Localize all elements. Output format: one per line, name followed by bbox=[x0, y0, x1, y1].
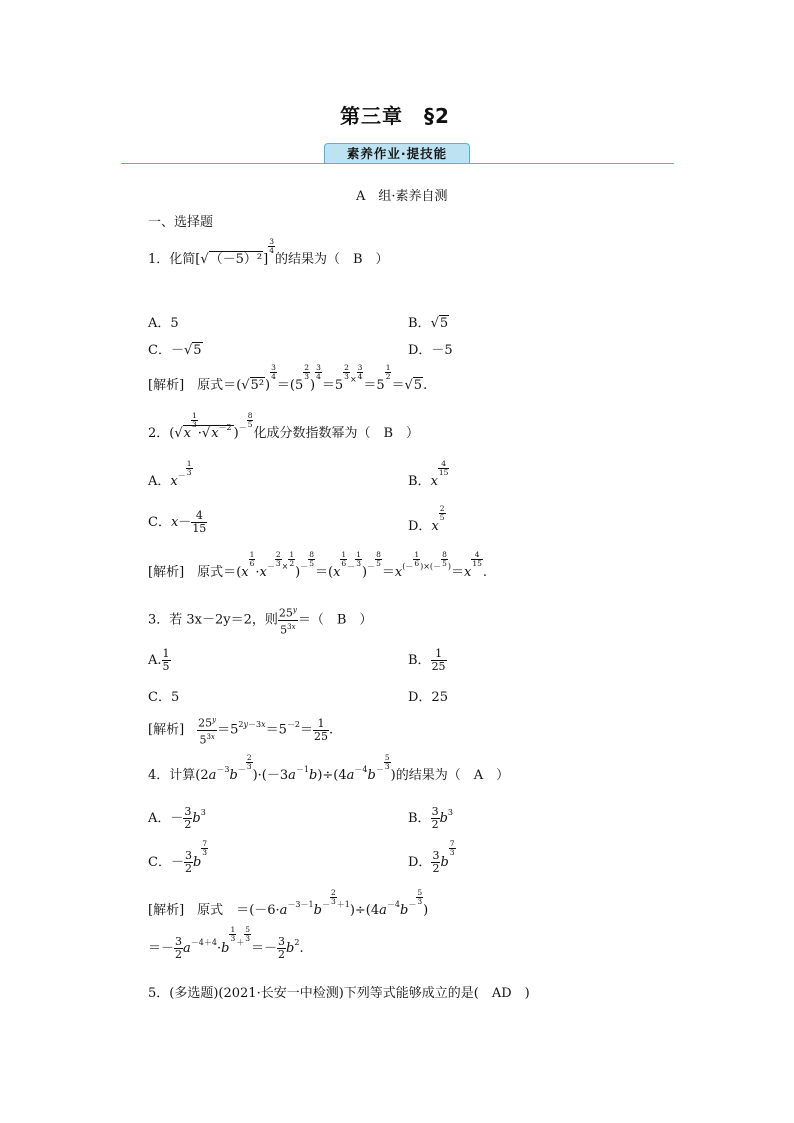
q4-option-c: C．－ $\frac{3}{2}$ b $\frac{7}{3}$ bbox=[148, 839, 208, 875]
q4-option-d: D． $\frac{3}{2}$ b $\frac{7}{3}$ bbox=[408, 839, 455, 875]
q1-option-a: A．5 bbox=[148, 316, 179, 331]
q4-option-b: B． $\frac{3}{2}$ $b^3$ bbox=[408, 805, 453, 831]
page-title: 第三章 §2 bbox=[340, 104, 450, 128]
q4-solution-line1: [解析] 原式 $=(-6\cdot a^{-3-1}b^-$ $\frac{2}{3}$ $^{+1})\div(4a^{-4}b^-$ $\frac{5}{3}$ ) bbox=[148, 888, 429, 918]
q3-option-a: A. $\frac{1}{5}$ bbox=[148, 647, 170, 673]
question-1-stem: 1．化简[√（－5）²] $\frac{3}{4}$ 的结果为（ B ） bbox=[148, 237, 389, 267]
q1-radical: √（－5）² bbox=[200, 252, 263, 267]
group-heading: A 组·素养自测 bbox=[356, 189, 448, 204]
q1-exponent: $\frac{3}{4}$ bbox=[269, 237, 274, 255]
q1-option-b: B．√5 bbox=[408, 316, 449, 331]
q2-option-d: D．x $\frac{2}{5}$ bbox=[408, 504, 445, 534]
header-rule bbox=[121, 163, 674, 164]
q4-jiexi-label: [解析] bbox=[148, 903, 185, 918]
q2-option-a: A．x－ $\frac{1}{3}$ bbox=[148, 459, 192, 489]
q4-option-a: A．－ $\frac{3}{2}$ $b^3$ bbox=[148, 805, 206, 831]
q1-stem-post: 的结果为（ B ） bbox=[274, 252, 389, 267]
q1-stem-pre: 1．化简[ bbox=[148, 252, 201, 267]
question-2-stem: 2．(√x $\frac{1}{3}$ $\cdot√x^{-2}$ )－ $\frac{8}{5}$ 化成分数指数幂为（ B ） bbox=[148, 411, 420, 441]
q1-solution: [解析] 原式＝(√5²) $\frac{3}{4}$ ＝(5 $\frac{2}{3}$ ) $\frac{3}{4}$ ＝5 $\frac{2}{3}$ × $\frac{3}{4}$ ＝5 $\frac{1}{2}$ ＝√5. bbox=[148, 363, 428, 393]
question-5-stem: 5．(多选题)(2021·长安一中检测)下列等式能够成立的是( AD ) bbox=[148, 986, 530, 1001]
question-3-stem: 3．若 3x－2y＝2，则 $\frac{25^y}{5^{3x}}$ ＝（ B ） bbox=[148, 606, 373, 637]
section-banner: 素养作业·提技能 bbox=[324, 143, 470, 163]
q1-option-d: D．－5 bbox=[408, 343, 453, 358]
question-4-stem: 4．计算($2a^{-3}b^-$ $\frac{2}{3}$ )$\cdot(-3a^{-1}b)\div(4a^{-4}b^-$ $\frac{5}{3}$ )的结果为（ A ） bbox=[148, 753, 510, 783]
q2-jiexi-label: [解析] bbox=[148, 565, 185, 580]
q2-stem-post: 化成分数指数幂为（ B ） bbox=[253, 426, 420, 441]
q2-option-b: B．x $\frac{4}{15}$ bbox=[408, 459, 449, 489]
q3-option-c: C．5 bbox=[148, 690, 180, 705]
q1-radicand: （－5）² bbox=[209, 252, 263, 267]
q3-solution: [解析] $\frac{25^y}{5^{3x}}$ $=5^{2y-3x}=5^{-2}=$ $\frac{1}{25}$ . bbox=[148, 716, 334, 747]
q2-solution: [解析] 原式＝(x $\frac{1}{6}$ ·x－ $\frac{2}{3}$ × $\frac{1}{2}$ )－ $\frac{8}{5}$ ＝(x $\frac{1}{6}$ － $\frac{1}{3}$ )－ $\frac{8}{5}$ ＝x(－ $\frac{1}{6}$ )×(－ $\frac{8}{5}$ )＝x $\frac{4}{15}$ . bbox=[148, 550, 488, 580]
section-heading: 一、选择题 bbox=[148, 215, 214, 230]
q1-jiexi-label: [解析] bbox=[148, 378, 185, 393]
q4-solution-line2: ＝－ $\frac{3}{2}$ $a^{-4+4}\cdot b$ $\frac{1}{3}$ ＋ $\frac{5}{3}$ ＝－ $\frac{3}{2}$ $b^2$. bbox=[148, 925, 304, 961]
q2-option-c: C．x－ $\frac{4}{15}$ bbox=[148, 509, 207, 535]
q3-jiexi-label: [解析] bbox=[148, 722, 185, 738]
q3-option-d: D．25 bbox=[408, 690, 448, 705]
q3-option-b: B． $\frac{1}{25}$ bbox=[408, 647, 446, 673]
q1-option-c: C．－√5 bbox=[148, 343, 202, 358]
